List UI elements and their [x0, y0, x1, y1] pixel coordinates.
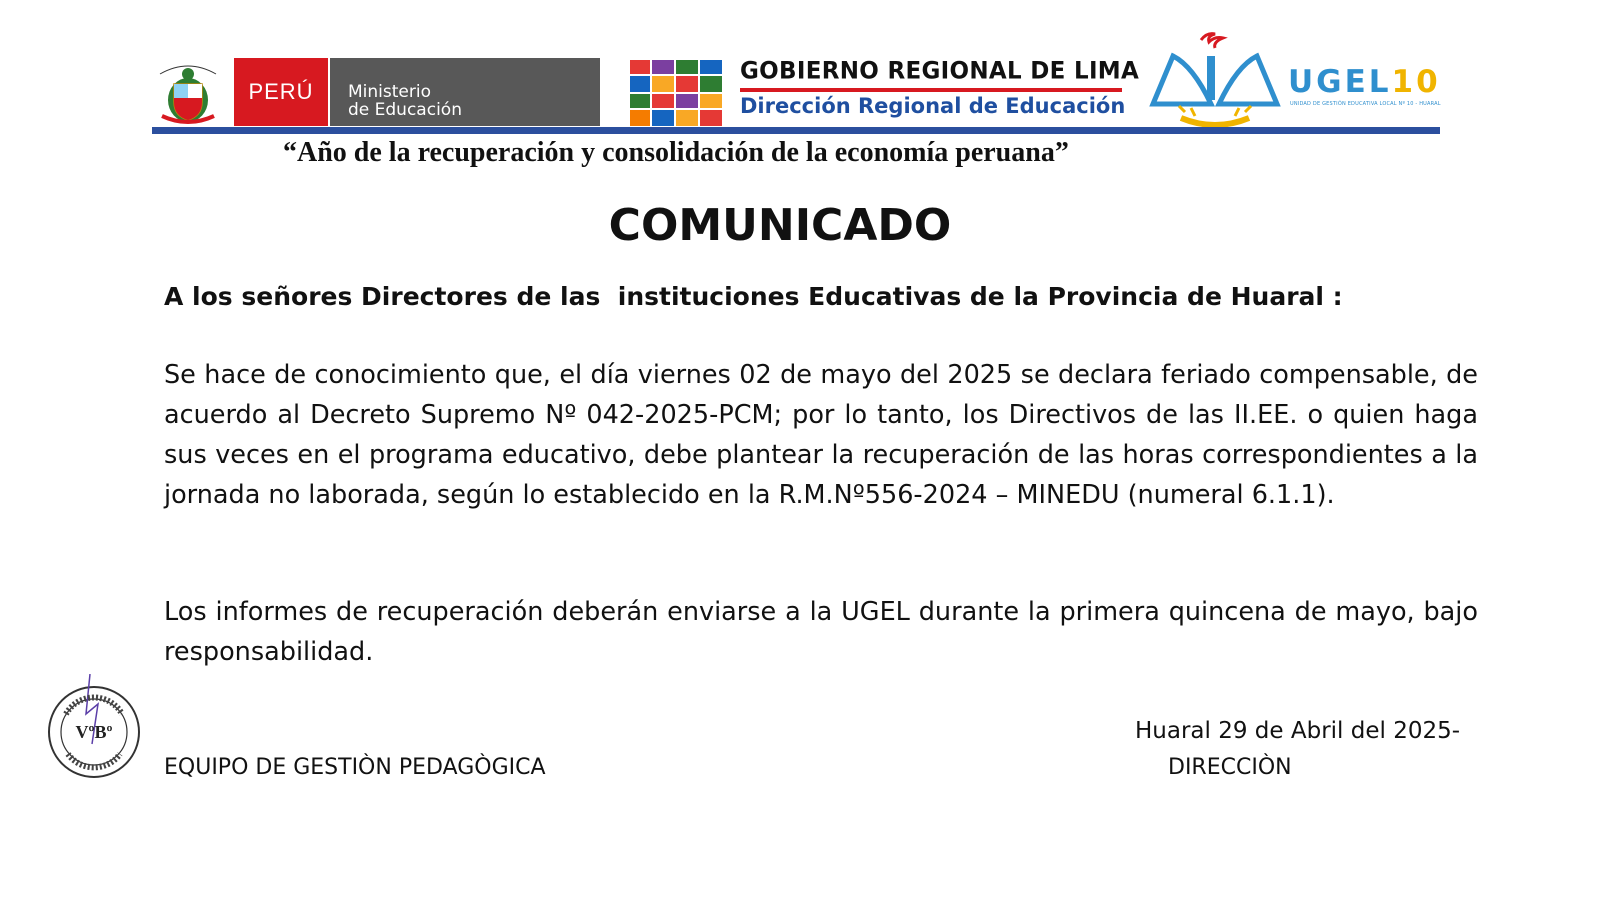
year-motto: “Año de la recuperación y consolidación de la economía peruana”: [283, 137, 1069, 168]
ministry-brand-block: [330, 58, 600, 126]
place-and-date: Huaral 29 de Abril del 2025-: [1135, 718, 1461, 744]
document-title: COMUNICADO: [608, 200, 952, 251]
team-signature: EQUIPO DE GESTIÒN PEDAGÒGICA: [164, 755, 546, 780]
ministry-line-1: Ministerio: [348, 82, 431, 102]
ugel-name: UGEL: [1288, 64, 1392, 100]
regional-red-rule: [740, 88, 1122, 92]
ugel-book-torch-icon: [1145, 26, 1285, 132]
ugel-subtitle: UNIDAD DE GESTIÓN EDUCATIVA LOCAL Nº 10 - HUARAL: [1290, 101, 1441, 107]
addressee-line: A los señores Directores de las instituciones Educativas de la Provincia de Huaral :: [164, 282, 1343, 311]
ministry-line-2: de Educación: [348, 100, 462, 120]
seal-mark: VºBº: [75, 722, 113, 742]
ugel-wordmark: [1288, 64, 1441, 100]
regional-government-logo-icon: [630, 60, 722, 126]
signatory-direction: DIRECCIÒN: [1168, 755, 1292, 780]
body-paragraph-2: Los informes de recuperación deberán enviarse a la UGEL durante la primera quincena de mayo, bajo responsabilidad.: [164, 597, 1478, 667]
ugel-number: 10: [1391, 64, 1441, 100]
vobo-seal-stamp: [46, 674, 144, 780]
peru-brand-block: PERÚ: [234, 58, 328, 126]
regional-government-title: GOBIERNO REGIONAL DE LIMA: [740, 57, 1140, 85]
regional-direction-subtitle: Dirección Regional de Educación: [740, 94, 1126, 118]
body-paragraph-1: Se hace de conocimiento que, el día viernes 02 de mayo del 2025 se declara feriado compensable, de acuerdo al Decreto Supremo Nº 042-2025-PCM; por lo tanto, los Directivos de las II.EE. o quien haga sus veces en el programa educativo, debe plantear la recuperación de las horas correspondientes a la jornada no laborada, según lo establecido en la R.M.Nº556-2024 – MINEDU (numeral 6.1.1).: [164, 360, 1478, 510]
header-blue-bar: [152, 127, 1440, 134]
peru-coat-of-arms-icon: [152, 60, 224, 126]
